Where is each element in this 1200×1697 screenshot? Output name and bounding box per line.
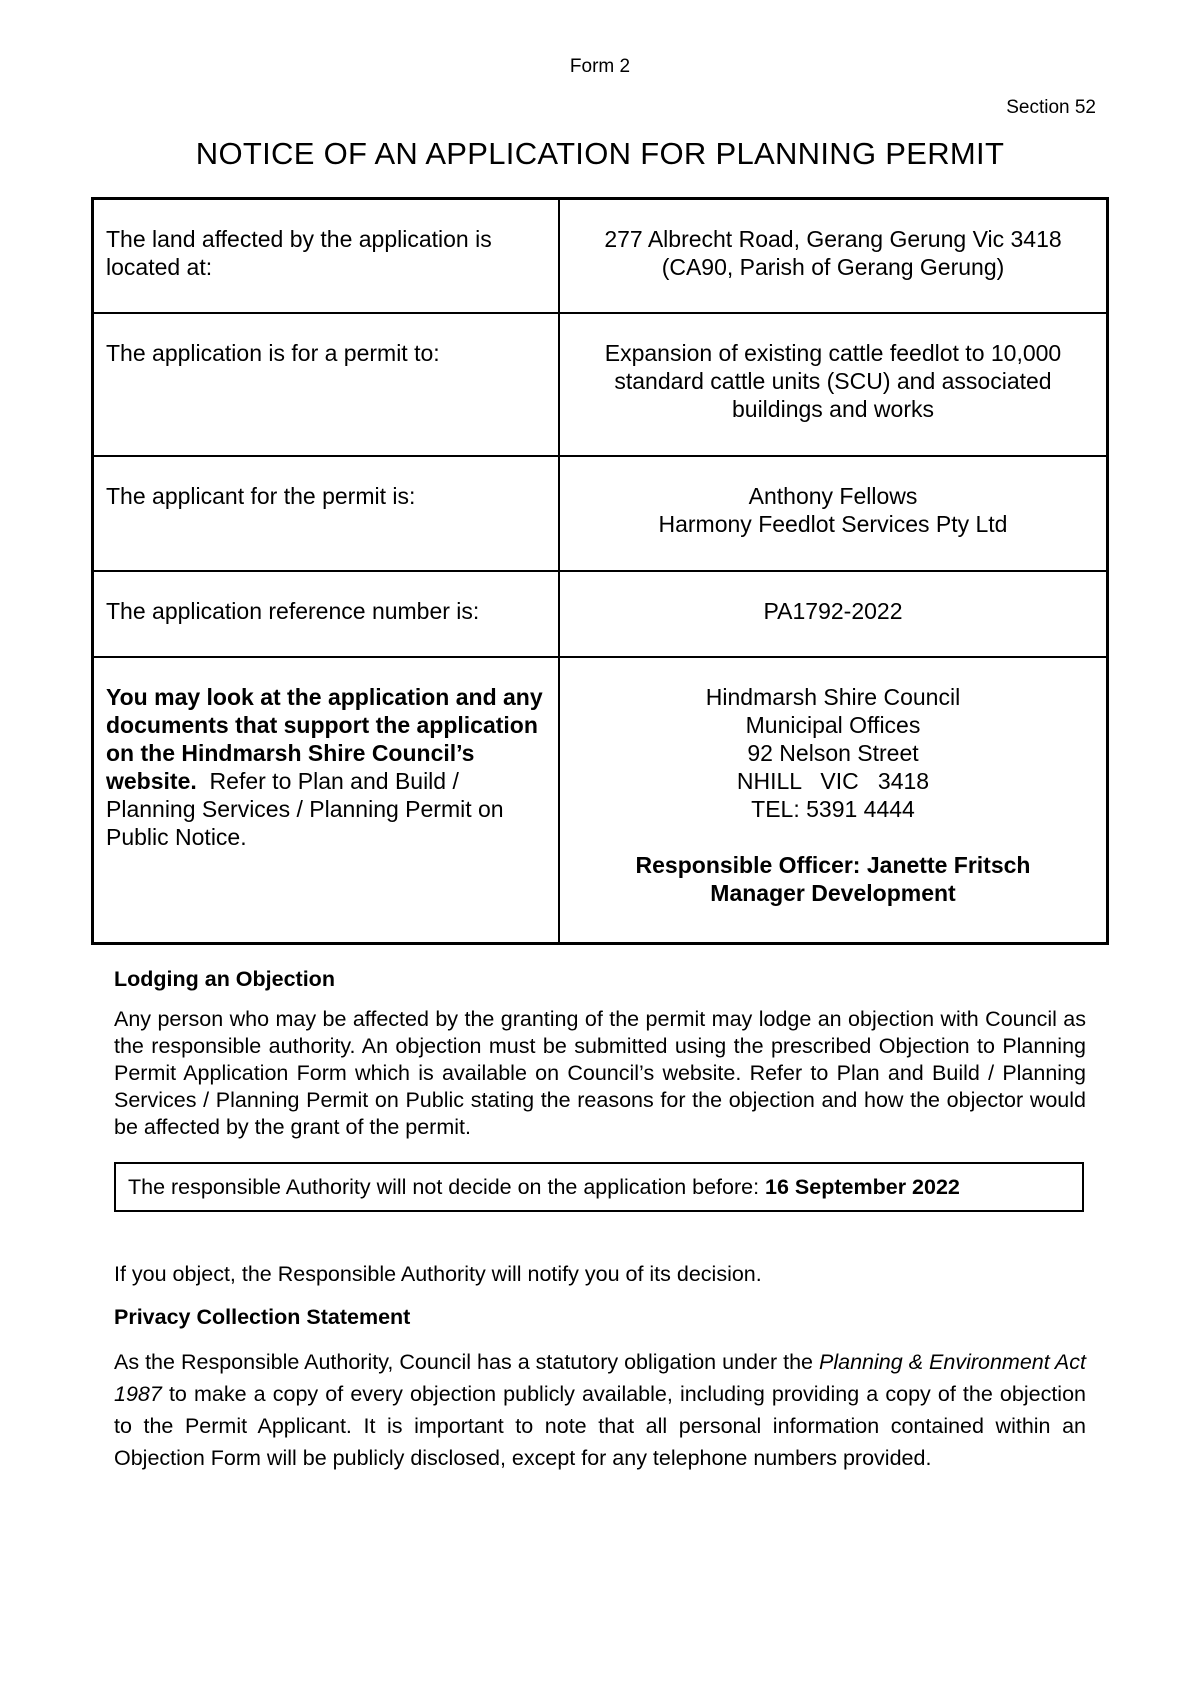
purpose-line: standard cattle units (SCU) and associated xyxy=(614,368,1052,394)
land-parish: (CA90, Parish of Gerang Gerung) xyxy=(661,254,1005,280)
decision-text: The responsible Authority will not decide on the application before: xyxy=(128,1175,766,1199)
applicant-company: Harmony Feedlot Services Pty Ltd xyxy=(658,511,1008,537)
council-contact xyxy=(559,657,1108,944)
table-row-inspection xyxy=(93,657,1108,944)
reference-label: The application reference number is: xyxy=(93,571,560,657)
objection-heading: Lodging an Objection xyxy=(114,967,335,991)
table-row-land xyxy=(93,199,1108,314)
land-address: 277 Albrecht Road, Gerang Gerung Vic 3418 xyxy=(604,226,1062,252)
privacy-body xyxy=(114,1346,1086,1474)
council-phone: TEL: 5391 4444 xyxy=(751,796,915,822)
table-row-applicant xyxy=(93,456,1108,571)
land-value xyxy=(559,199,1108,314)
purpose-line: Expansion of existing cattle feedlot to 10,000 xyxy=(604,340,1062,366)
privacy-text-start: As the Responsible Authority, Council has a statutory obligation under the xyxy=(114,1350,820,1374)
spacer xyxy=(572,823,1094,851)
applicant-value xyxy=(559,456,1108,571)
privacy-text-end: to make a copy of every objection publicly available, including providing a copy of the objection to the Permit Applicant. It is important to note that all personal information contained within an Objection Form will be publicly disclosed, except for any telephone numbers provided. xyxy=(114,1382,1086,1470)
council-town: NHILL VIC 3418 xyxy=(736,768,930,794)
page-title: NOTICE OF AN APPLICATION FOR PLANNING PERMIT xyxy=(195,136,1005,171)
council-street: 92 Nelson Street xyxy=(747,740,919,766)
officer-title: Manager Development xyxy=(710,880,956,906)
purpose-line: buildings and works xyxy=(731,396,934,422)
inspection-label xyxy=(93,657,560,944)
council-name: Hindmarsh Shire Council xyxy=(705,684,961,710)
applicant-name: Anthony Fellows xyxy=(748,483,918,509)
table-row-reference xyxy=(93,571,1108,657)
inspection-label-bold: You may look at the application and any documents that support the application on the Hindmarsh Shire Council’s website. xyxy=(106,684,543,794)
form-number: Form 2 xyxy=(569,56,631,77)
privacy-heading: Privacy Collection Statement xyxy=(114,1305,411,1329)
decision-date: 16 September 2022 xyxy=(765,1175,960,1199)
section-reference: Section 52 xyxy=(1006,97,1096,118)
reference-number: PA1792-2022 xyxy=(559,571,1108,657)
applicant-label: The applicant for the permit is: xyxy=(93,456,560,571)
inspection-label-rest: Refer to Plan and Build / Planning Services / Planning Permit on Public Notice. xyxy=(106,768,504,850)
notify-statement: If you object, the Responsible Authority will notify you of its decision. xyxy=(114,1262,762,1286)
objection-body: Any person who may be affected by the granting of the permit may lodge an objection with Council as the responsible authority. An objection must be submitted using the prescribed Objection to Planning Permit Application Form which is available on Council’s website. Refer to Plan and Build / Planning Services / Planning Permit on Public stating the reasons for the objection and how the objector would be affected by the grant of the permit. xyxy=(114,1007,1086,1139)
decision-date-box xyxy=(114,1162,1084,1212)
land-label: The land affected by the application is located at: xyxy=(93,199,560,314)
purpose-label: The application is for a permit to: xyxy=(93,313,560,456)
responsible-officer: Responsible Officer: Janette Fritsch xyxy=(635,852,1031,878)
act-name: Planning & Environment Act 1987 xyxy=(114,1350,1086,1406)
table-row-purpose xyxy=(93,313,1108,456)
purpose-value xyxy=(559,313,1108,456)
council-offices: Municipal Offices xyxy=(745,712,921,738)
notice-details-table xyxy=(91,197,1109,945)
